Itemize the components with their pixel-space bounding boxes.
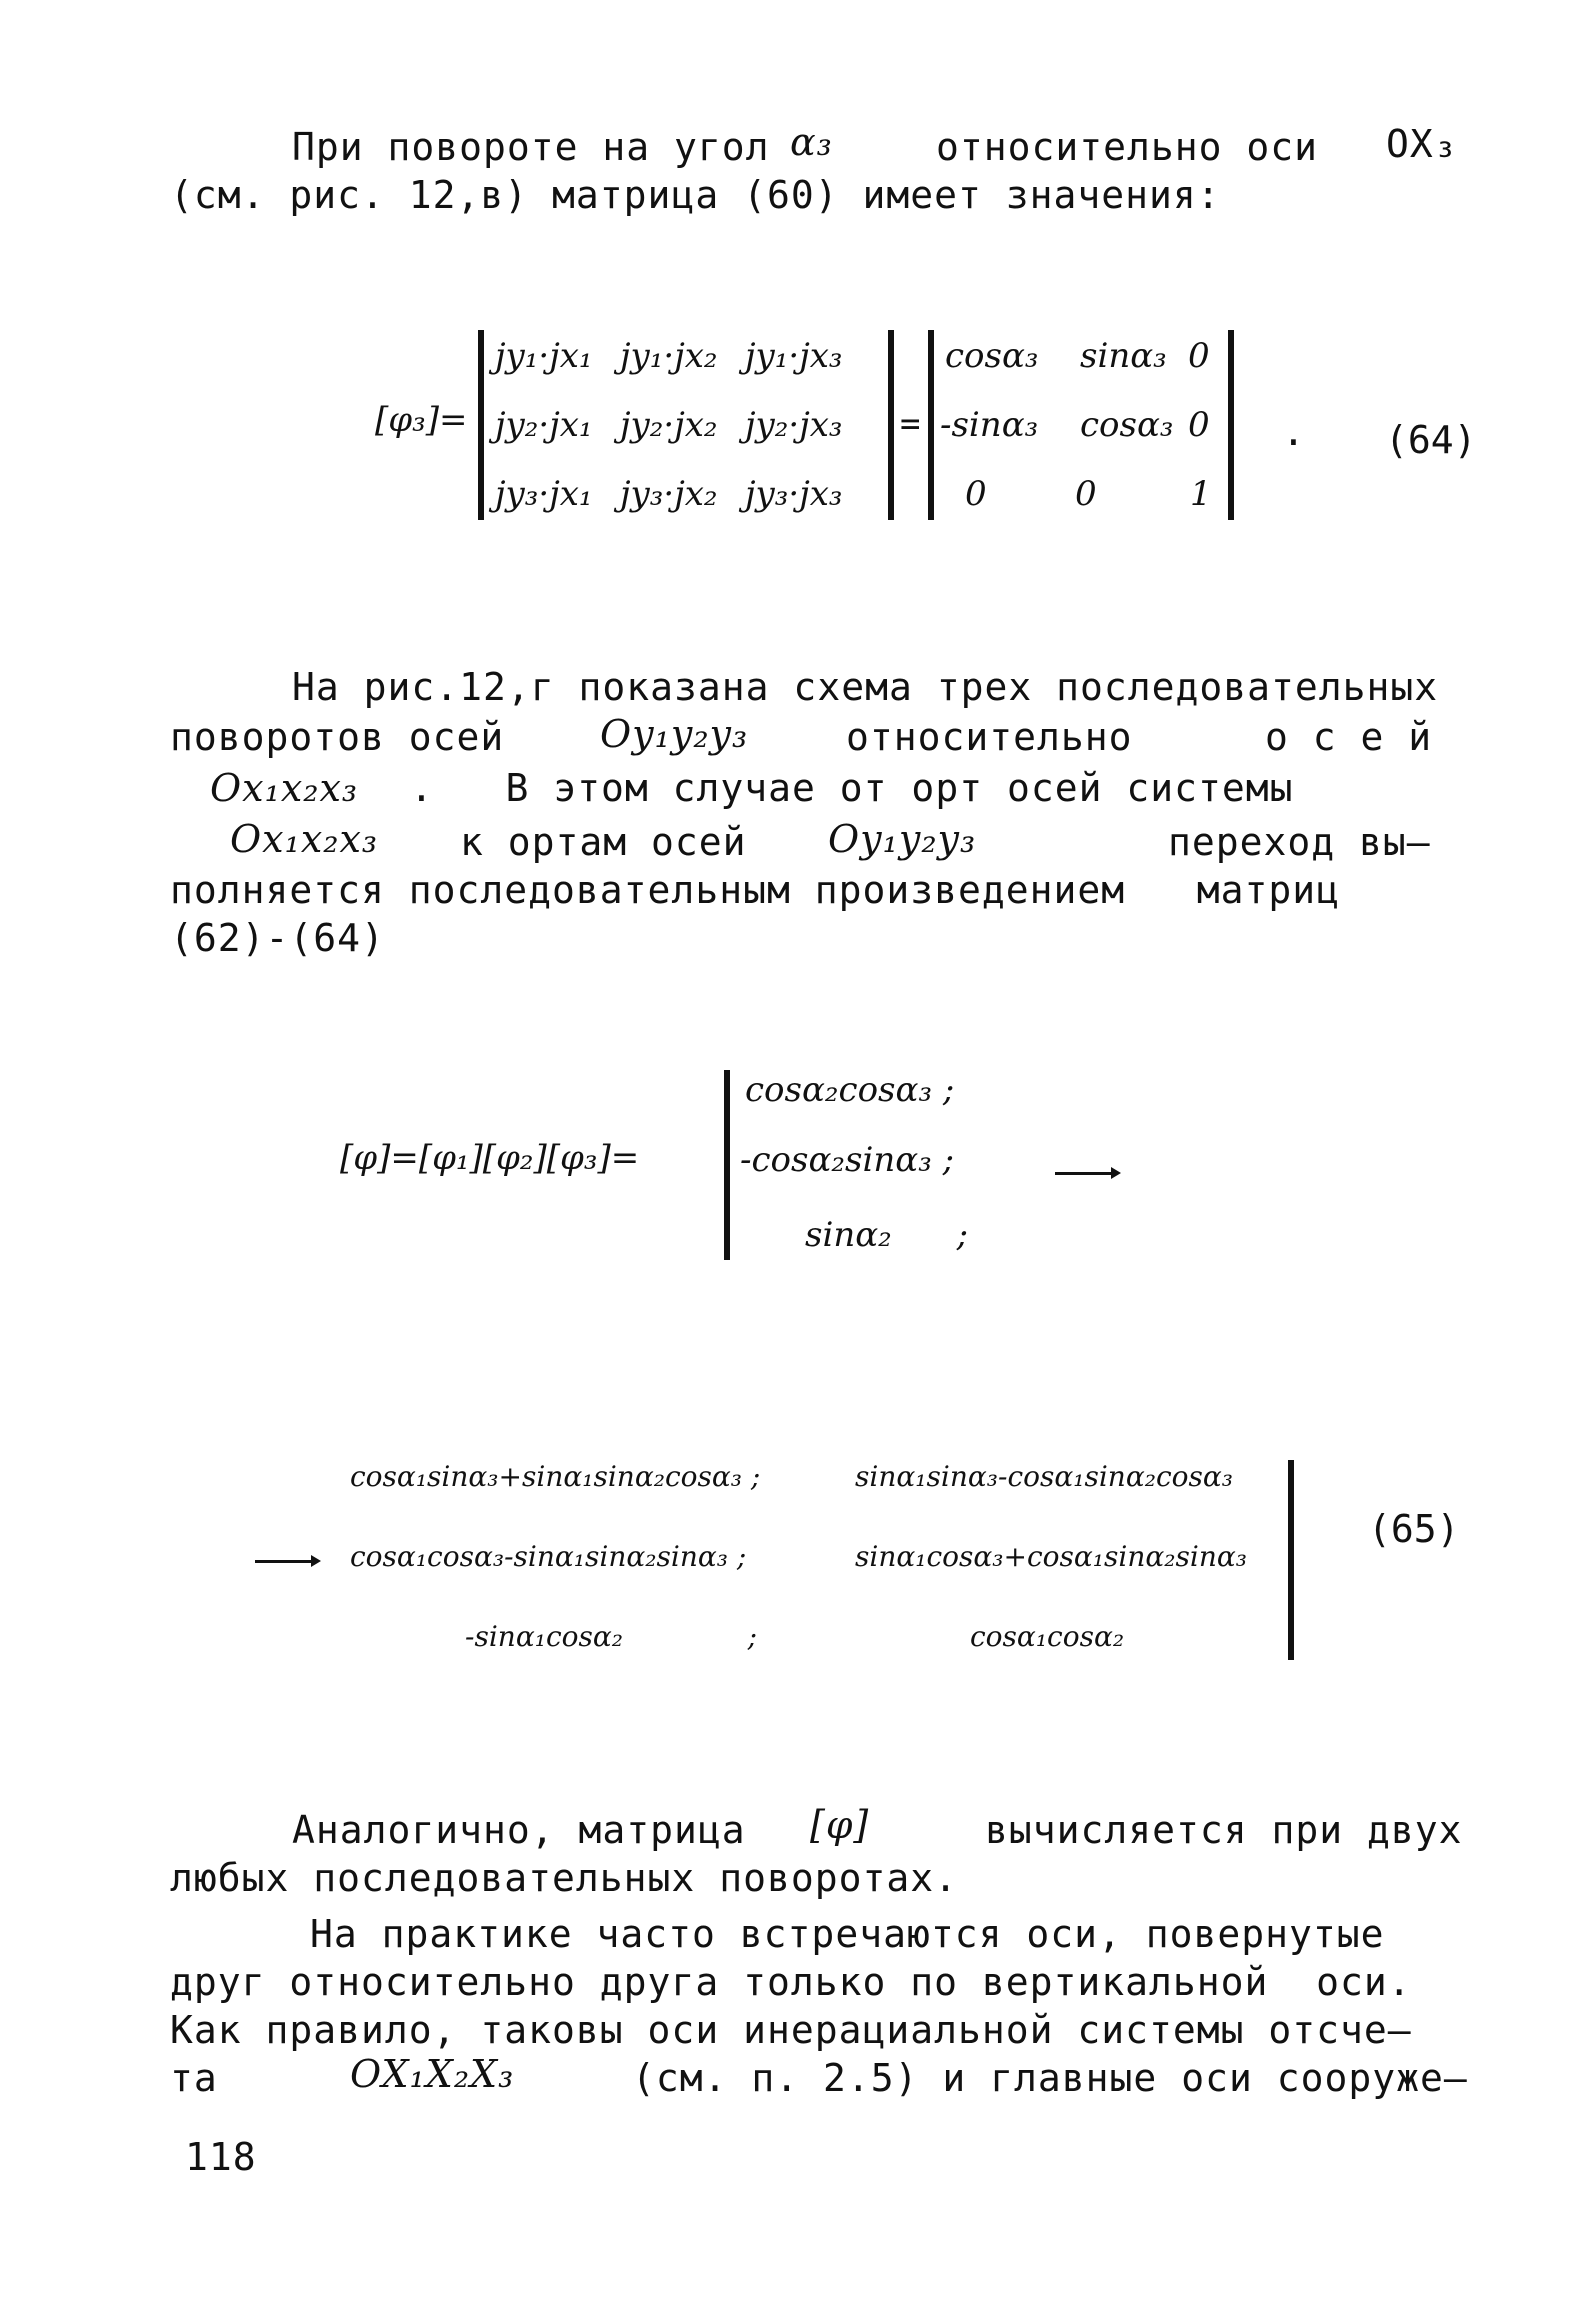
para2-line6: (62)-(64) xyxy=(170,916,385,960)
para3-sym-phi: [φ] xyxy=(810,1803,870,1847)
eq65-number: (65) xyxy=(1368,1507,1460,1551)
eq64-l-12: jy₁·jx₂ xyxy=(620,336,718,376)
para2-line5: полняется последовательным произведением матриц xyxy=(170,868,1341,912)
eq65a-row3: sinα₂ ; xyxy=(805,1215,969,1255)
eq64-r-32: 0 xyxy=(1075,474,1097,514)
eq64-l-22: jy₂·jx₂ xyxy=(620,405,718,445)
intro-line1-b: относительно оси xyxy=(936,125,1319,169)
eq65a-row1: cosα₂cosα₃ ; xyxy=(745,1070,955,1110)
para2-line2-b: относительно xyxy=(846,715,1133,759)
eq64-l-31: jy₃·jx₁ xyxy=(495,474,593,514)
eq64-r-21: -sinα₃ xyxy=(940,405,1039,445)
eq64-l-11: jy₁·jx₁ xyxy=(495,336,593,376)
eq64-equals: = xyxy=(900,404,921,444)
page-number: 118 xyxy=(185,2135,257,2179)
eq64-r-12: sinα₃ xyxy=(1080,336,1167,376)
eq65b-r3c2: cosα₁cosα₂ xyxy=(970,1620,1125,1653)
para2-sym-oy-2: Oy₁y₂y₃ xyxy=(828,817,977,861)
para3-line5: Как правило, таковы оси инерациальной системы отсче– xyxy=(170,2008,1412,2052)
para2-sym-oy: Oy₁y₂y₃ xyxy=(600,712,749,756)
eq64-r-22: cosα₃ xyxy=(1080,405,1174,445)
eq65a-bar xyxy=(724,1070,730,1260)
eq64-r-23: 0 xyxy=(1188,405,1210,445)
para3-sym-OX: OX₁X₂X₃ xyxy=(350,2052,515,2096)
eq64-l-32: jy₃·jx₂ xyxy=(620,474,718,514)
para2-sym-ox: Ox₁x₂x₃ xyxy=(210,766,359,810)
eq65b-r3c1: -sinα₁cosα₂ ; xyxy=(465,1620,758,1653)
intro-line1-a: При повороте на угол xyxy=(292,125,770,169)
para2-line4-b: к ортам осей xyxy=(460,820,747,864)
para3-line1-b: вычисляется при двух xyxy=(985,1808,1463,1852)
para3-line1-a: Аналогично, матрица xyxy=(292,1808,746,1852)
eq64-lhs: [φ₃]= xyxy=(375,400,468,440)
eq64-r-13: 0 xyxy=(1188,336,1210,376)
eq64-l-33: jy₃·jx₃ xyxy=(745,474,843,514)
eq64-l-21: jy₂·jx₁ xyxy=(495,405,593,445)
para3-line2: любых последовательных поворотах. xyxy=(170,1856,958,1900)
eq65b-r2c1: cosα₁cosα₃-sinα₁sinα₂sinα₃ ; xyxy=(350,1540,747,1573)
eq64-bar-4 xyxy=(1228,330,1234,520)
eq64-r-31: 0 xyxy=(965,474,987,514)
eq65b-r1c2: sinα₁sinα₃-cosα₁sinα₂cosα₃ xyxy=(855,1460,1234,1493)
eq64-bar-1 xyxy=(478,330,484,520)
eq64-bar-2 xyxy=(888,330,894,520)
eq64-dot: . xyxy=(1282,410,1306,454)
para2-sym-ox-2: Ox₁x₂x₃ xyxy=(230,817,379,861)
continuation-arrow-2 xyxy=(255,1560,315,1563)
para3-line6-a: та xyxy=(170,2056,218,2100)
eq64-bar-3 xyxy=(928,330,934,520)
alpha3-symbol: α₃ xyxy=(790,120,833,164)
eq64-l-13: jy₁·jx₃ xyxy=(745,336,843,376)
eq65b-bar xyxy=(1288,1460,1294,1660)
para3-line3: На практике часто встречаются оси, повернутые xyxy=(310,1912,1385,1956)
para3-line4: друг относительно друга только по вертикальной оси. xyxy=(170,1960,1412,2004)
para2-line2-c: о с е й xyxy=(1265,715,1433,759)
eq65b-r2c2: sinα₁cosα₃+cosα₁sinα₂sinα₃ xyxy=(855,1540,1248,1573)
intro-line2: (см. рис. 12,в) матрица (60) имеет значения: xyxy=(170,173,1221,217)
para3-line6-b: (см. п. 2.5) и главные оси сооруже– xyxy=(632,2056,1468,2100)
para2-line2-a: поворотов осей xyxy=(170,715,505,759)
eq64-l-23: jy₂·jx₃ xyxy=(745,405,843,445)
eq65a-lhs: [φ]=[φ₁][φ₂][φ₃]= xyxy=(340,1138,640,1178)
para2-line1: На рис.12,г показана схема трех последовательных xyxy=(292,665,1439,709)
para2-line3-b: . В этом случае от орт осей системы xyxy=(410,766,1294,810)
eq65a-row2: -cosα₂sinα₃ ; xyxy=(740,1140,955,1180)
axis-ox3: OX₃ xyxy=(1386,122,1458,166)
para2-line4-c: переход вы– xyxy=(1168,820,1431,864)
eq64-r-11: cosα₃ xyxy=(945,336,1039,376)
eq64-number: (64) xyxy=(1385,418,1477,462)
eq64-r-33: 1 xyxy=(1190,474,1212,514)
continuation-arrow xyxy=(1055,1172,1115,1175)
eq65b-r1c1: cosα₁sinα₃+sinα₁sinα₂cosα₃ ; xyxy=(350,1460,761,1493)
